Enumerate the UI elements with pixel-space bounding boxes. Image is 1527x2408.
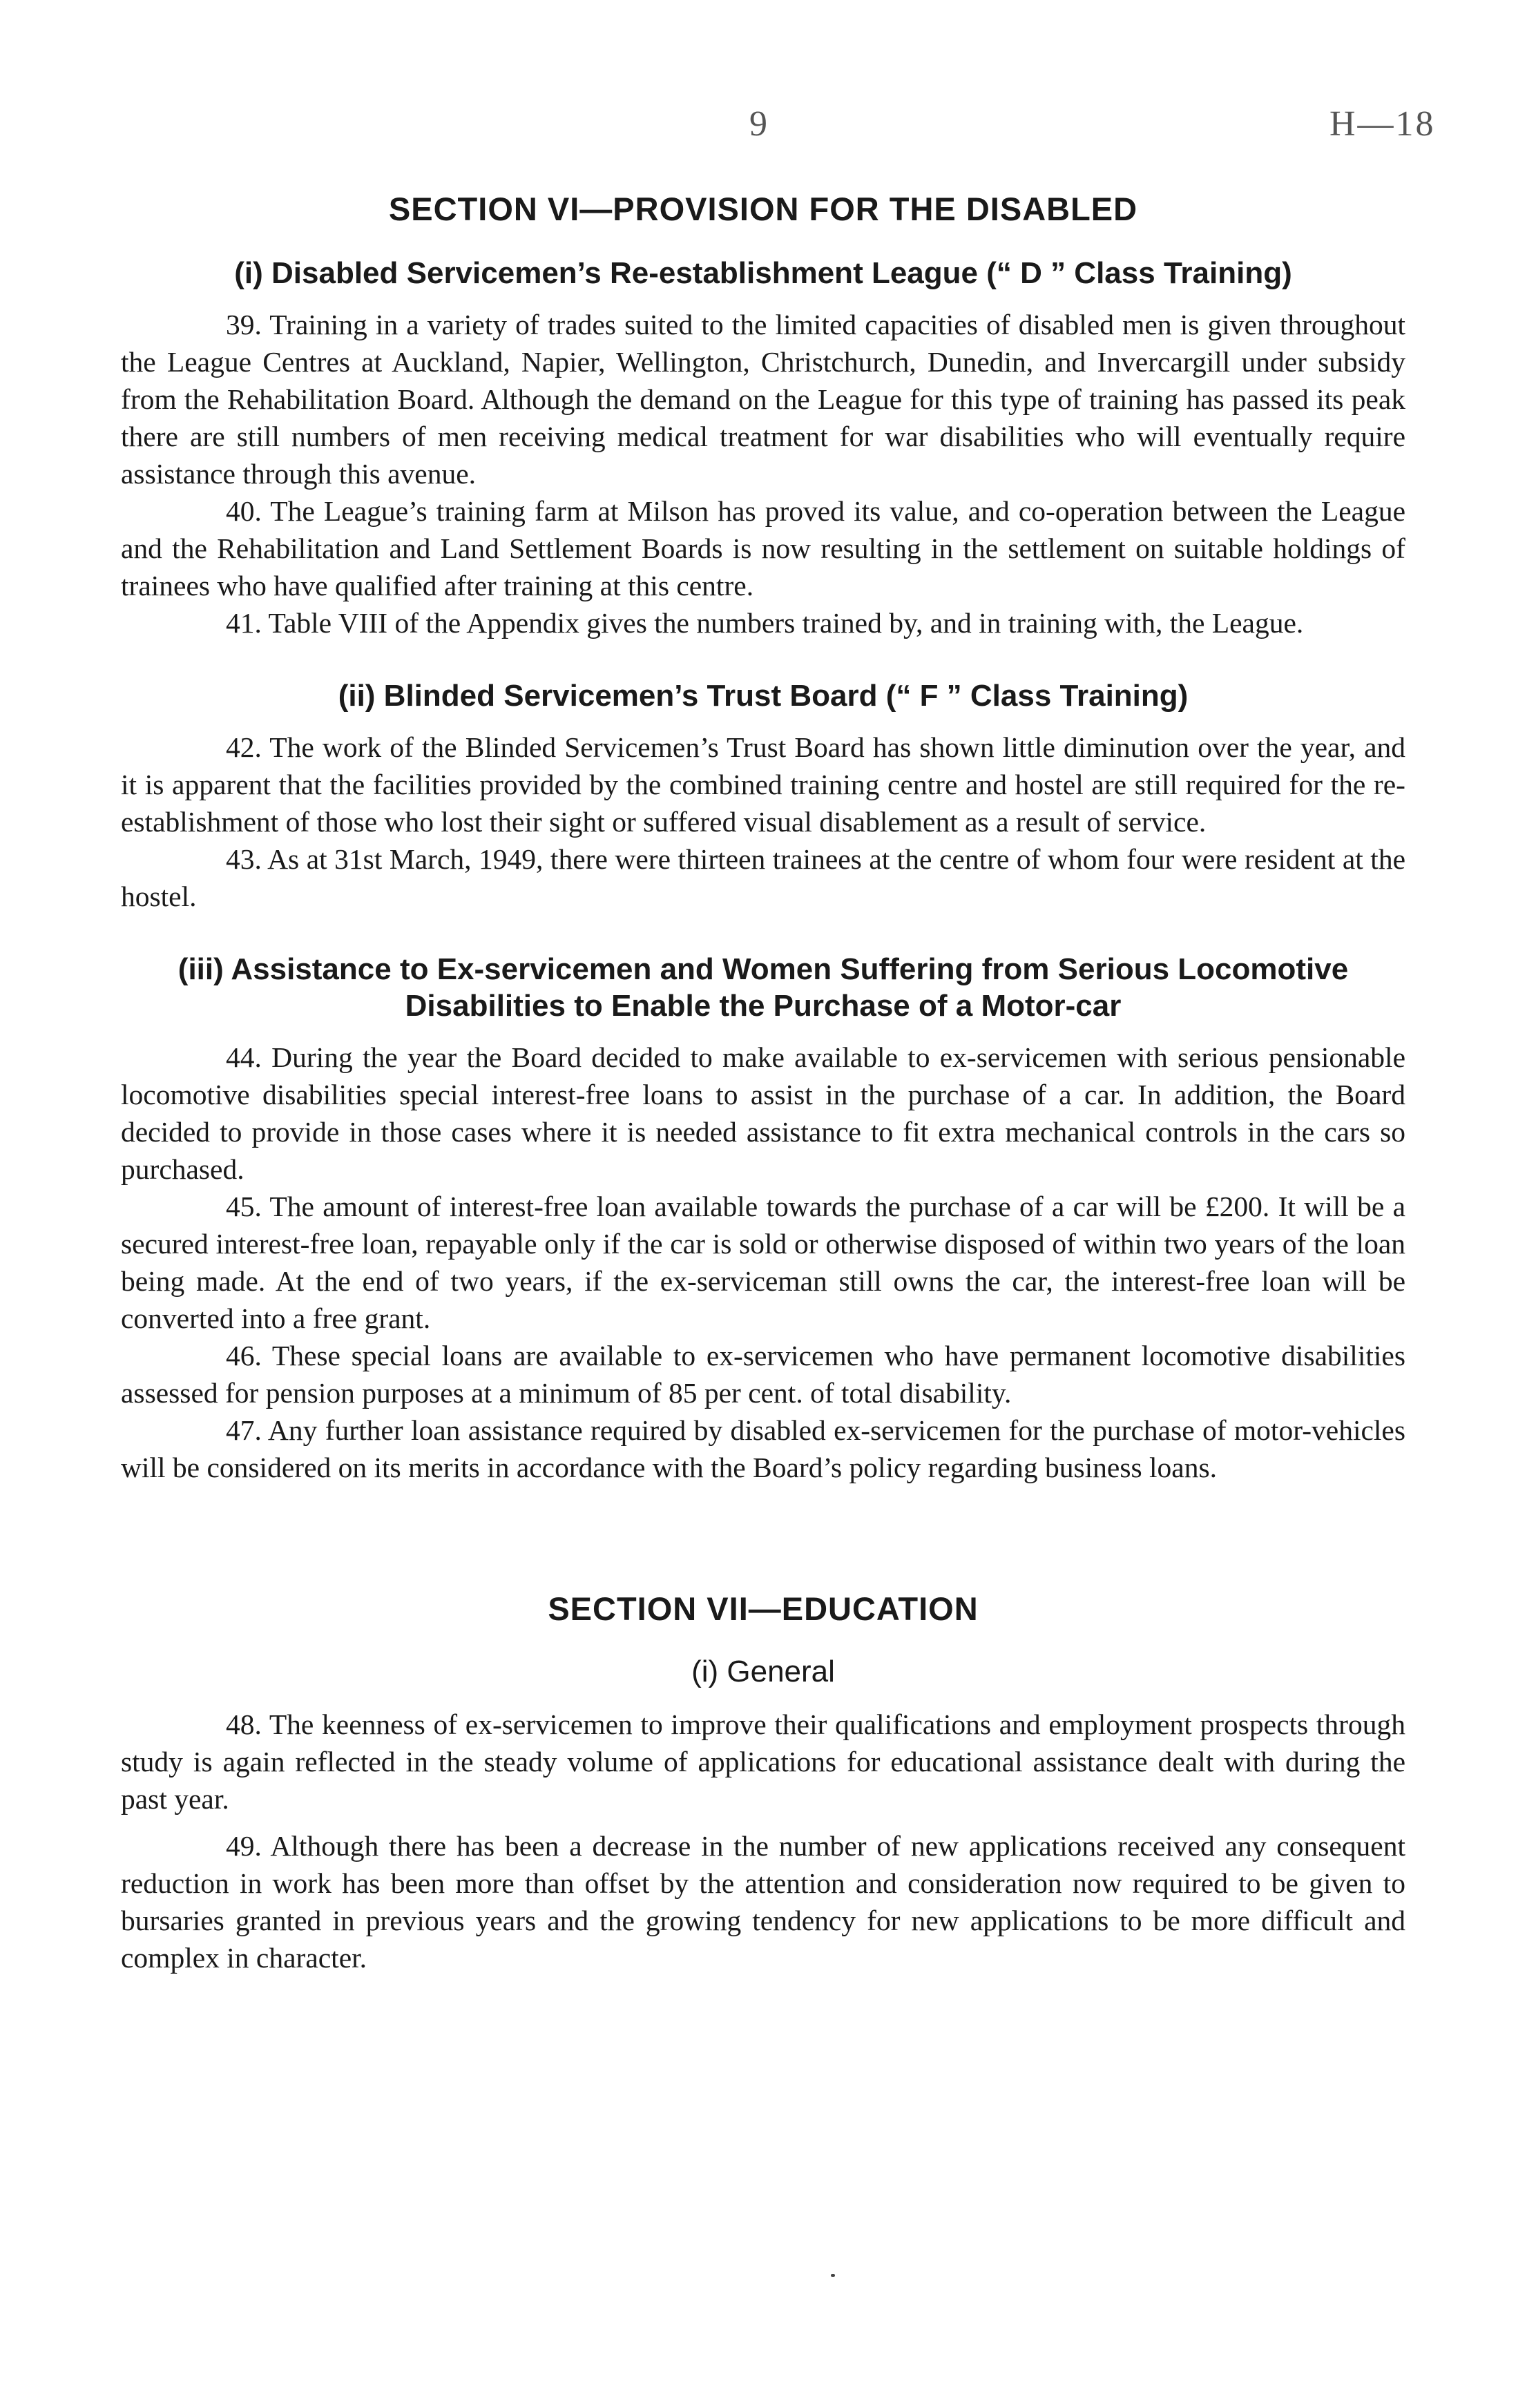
page-header bbox=[0, 104, 1527, 152]
paragraph-45: 45. The amount of interest-free loan available towards the purchase of a car will be £200. It will be a secured interest-free loan, repayable only if the car is sold or otherwise disposed of within two years of the loan being made. At the end of two years, if the ex-serviceman still owns the car, the interest-free loan will be converted into a free grant. bbox=[121, 1191, 1405, 1335]
footer-mark bbox=[831, 2274, 835, 2277]
section-7-title: SECTION VII—EDUCATION bbox=[548, 1590, 979, 1628]
paragraph-43: 43. As at 31st March, 1949, there were thirteen trainees at the centre of whom four were resident at the hostel. bbox=[121, 842, 1405, 912]
section-6-sub-3-heading-line-2: Disabilities to Enable the Purchase of a Motor-car bbox=[405, 989, 1122, 1023]
section-6-sub-2-heading: (ii) Blinded Servicemen’s Trust Board (“ F ” Class Training) bbox=[338, 679, 1189, 713]
paragraph-42: 42. The work of the Blinded Servicemen’s Trust Board has shown little diminution over the year, and it is apparent that the facilities provided by the combined training centre and hostel are still required for the re-establishment of those who lost their sight or suffered visual disablement as a result of service. bbox=[121, 731, 1405, 838]
page-content bbox=[121, 190, 1405, 1976]
paragraph-41: 41. Table VIII of the Appendix gives the numbers trained by, and in training with, the League. bbox=[226, 607, 1304, 639]
report-code: H—18 bbox=[1329, 104, 1436, 144]
page-number: 9 bbox=[749, 104, 767, 144]
section-6-sub-3-heading-line-1: (iii) Assistance to Ex-servicemen and Women Suffering from Serious Locomotive bbox=[177, 952, 1349, 986]
paragraph-39: 39. Training in a variety of trades suited to the limited capacities of disabled men is given throughout the League Centres at Auckland, Napier, Wellington, Christchurch, Dunedin, and Invercargill under subsidy from the Rehabilitation Board. Although the demand on the League for this type of training has passed its peak there are still numbers of men receiving medical treatment for war disabilities who will eventually require assistance through this avenue. bbox=[121, 309, 1405, 490]
paragraph-40: 40. The League’s training farm at Milson has proved its value, and co-operation between the League and the Rehabilitation and Land Settlement Boards is now resulting in the settlement on suitable holdings of trainees who have qualified after training at this centre. bbox=[121, 495, 1405, 602]
paragraph-48: 48. The keenness of ex-servicemen to improve their qualifications and employment prospects through study is again reflected in the steady volume of applications for educational assistance dealt with during the past year. bbox=[121, 1708, 1405, 1815]
paragraph-44: 44. During the year the Board decided to make available to ex-servicemen with serious pensionable locomotive disabilities special interest-free loans to assist in the purchase of a car. In addition, the Board decided to provide in those cases where it is needed assistance to fit extra mechanical controls in the cars so purchased. bbox=[121, 1041, 1405, 1186]
section-7-sub-1-heading: (i) General bbox=[691, 1655, 835, 1689]
section-6-sub-1-heading: (i) Disabled Servicemen’s Re-establishment League (“ D ” Class Training) bbox=[234, 256, 1292, 291]
section-6-sub-3-heading bbox=[121, 951, 1405, 1025]
paragraph-49: 49. Although there has been a decrease in the number of new applications received any consequent reduction in work has been more than offset by the attention and consideration now required to be given to bursaries granted in previous years and the growing tendency for new applications to be more difficult and complex in character. bbox=[121, 1830, 1405, 1974]
section-6-title: SECTION VI—PROVISION FOR THE DISABLED bbox=[388, 191, 1138, 227]
paragraph-47: 47. Any further loan assistance required by disabled ex-servicemen for the purchase of motor-vehicles will be considered on its merits in accordance with the Board’s policy regarding business loans. bbox=[121, 1414, 1405, 1484]
paragraph-46: 46. These special loans are available to ex-servicemen who have permanent locomotive disabilities assessed for pension purposes at a minimum of 85 per cent. of total disability. bbox=[121, 1340, 1405, 1409]
